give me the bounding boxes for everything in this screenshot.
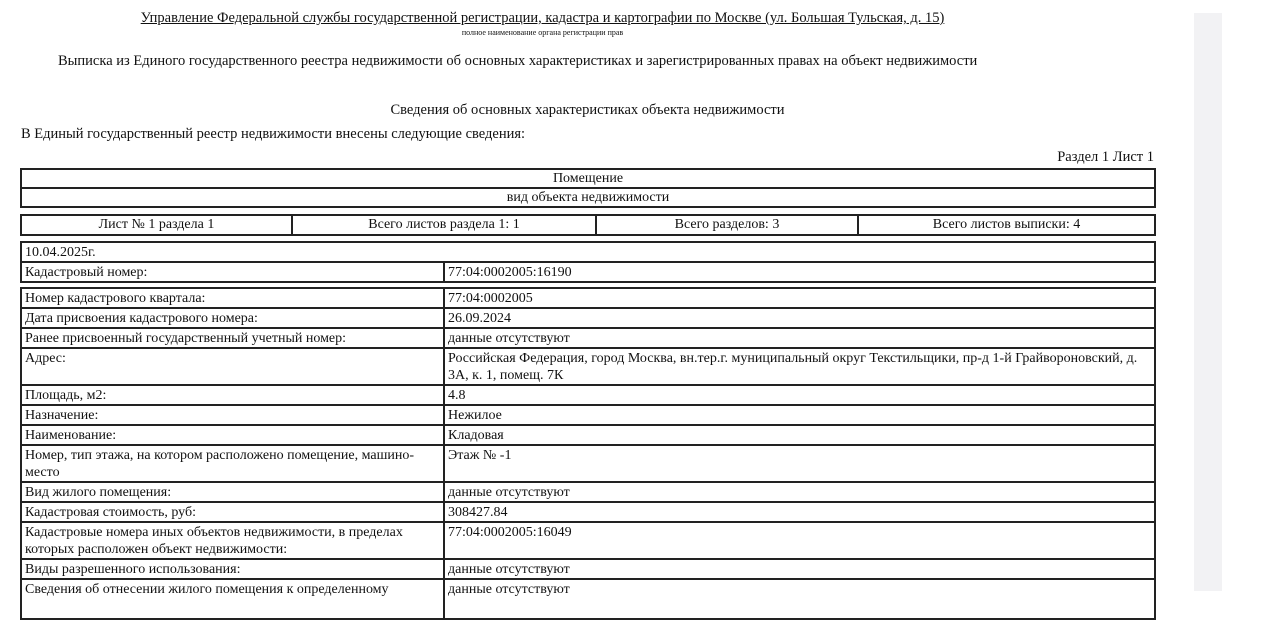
row-value: Российская Федерация, город Москва, вн.тер.г. муниципальный округ Текстильщики, пр-д 1-й Грайвороновский, д. 3А, к. 1, помещ. 7К xyxy=(444,348,1155,385)
row-value: данные отсутствуют xyxy=(444,579,1155,619)
row-value: 26.09.2024 xyxy=(444,308,1155,328)
sheet-info-cell: Всего листов выписки: 4 xyxy=(858,215,1155,235)
table-row xyxy=(21,502,1155,522)
row-label: Дата присвоения кадастрового номера: xyxy=(21,308,444,328)
row-label: Сведения об отнесении жилого помещения к определенному xyxy=(21,579,444,619)
extract-date: 10.04.2025г. xyxy=(21,242,1155,262)
row-value: 308427.84 xyxy=(444,502,1155,522)
row-value: данные отсутствуют xyxy=(444,328,1155,348)
row-value: данные отсутствуют xyxy=(444,559,1155,579)
object-type: Помещение xyxy=(21,169,1155,188)
row-label: Виды разрешенного использования: xyxy=(21,559,444,579)
row-label: Номер кадастрового квартала: xyxy=(21,288,444,308)
sheet-info-table xyxy=(20,214,1156,236)
sheet-info-cell: Всего листов раздела 1: 1 xyxy=(292,215,596,235)
row-value: Кладовая xyxy=(444,425,1155,445)
row-value: 77:04:0002005:16049 xyxy=(444,522,1155,559)
table-row xyxy=(21,579,1155,619)
row-label: Наименование: xyxy=(21,425,444,445)
row-value: 4.8 xyxy=(444,385,1155,405)
object-type-caption: вид объекта недвижимости xyxy=(21,188,1155,207)
table-row xyxy=(21,482,1155,502)
row-label: Назначение: xyxy=(21,405,444,425)
document-subtitle: Сведения об основных характеристиках объекта недвижимости xyxy=(390,102,785,118)
cadastral-table xyxy=(20,241,1156,283)
table-row xyxy=(21,425,1155,445)
organization-name: Управление Федеральной службы государственной регистрации, кадастра и картографии по Москве (ул. Большая Тульская, д. 15) xyxy=(140,10,945,26)
table-row xyxy=(21,559,1155,579)
table-row xyxy=(21,445,1155,482)
sheet-info-cell: Лист № 1 раздела 1 xyxy=(21,215,292,235)
table-row xyxy=(21,385,1155,405)
row-label: Вид жилого помещения: xyxy=(21,482,444,502)
table-row xyxy=(21,522,1155,559)
table-row xyxy=(21,328,1155,348)
table-row xyxy=(21,288,1155,308)
table-row xyxy=(21,308,1155,328)
row-label: Ранее присвоенный государственный учетный номер: xyxy=(21,328,444,348)
section-sheet-label: Раздел 1 Лист 1 xyxy=(1057,149,1154,165)
row-label: Адрес: xyxy=(21,348,444,385)
intro-text: В Единый государственный реестр недвижимости внесены следующие сведения: xyxy=(21,126,526,142)
row-label: Площадь, м2: xyxy=(21,385,444,405)
table-row xyxy=(21,405,1155,425)
row-value: данные отсутствуют xyxy=(444,482,1155,502)
characteristics-table xyxy=(20,287,1156,620)
organization-caption: полное наименование органа регистрации прав xyxy=(461,28,624,37)
row-value: Этаж № -1 xyxy=(444,445,1155,482)
row-label: Кадастровая стоимость, руб: xyxy=(21,502,444,522)
row-label: Номер, тип этажа, на котором расположено помещение, машино-место xyxy=(21,445,444,482)
row-value: 77:04:0002005 xyxy=(444,288,1155,308)
scrollbar-track[interactable] xyxy=(1194,13,1222,591)
document-title: Выписка из Единого государственного реестра недвижимости об основных характеристиках и зарегистрированных правах на объект недвижимости xyxy=(58,53,978,69)
row-value: 77:04:0002005:16190 xyxy=(444,262,1155,282)
row-label: Кадастровые номера иных объектов недвижимости, в пределах которых расположен объект недвижимости: xyxy=(21,522,444,559)
sheet-info-cell: Всего разделов: 3 xyxy=(596,215,858,235)
table-row xyxy=(21,348,1155,385)
row-label: Кадастровый номер: xyxy=(21,262,444,282)
row-value: Нежилое xyxy=(444,405,1155,425)
object-type-table xyxy=(20,168,1156,208)
